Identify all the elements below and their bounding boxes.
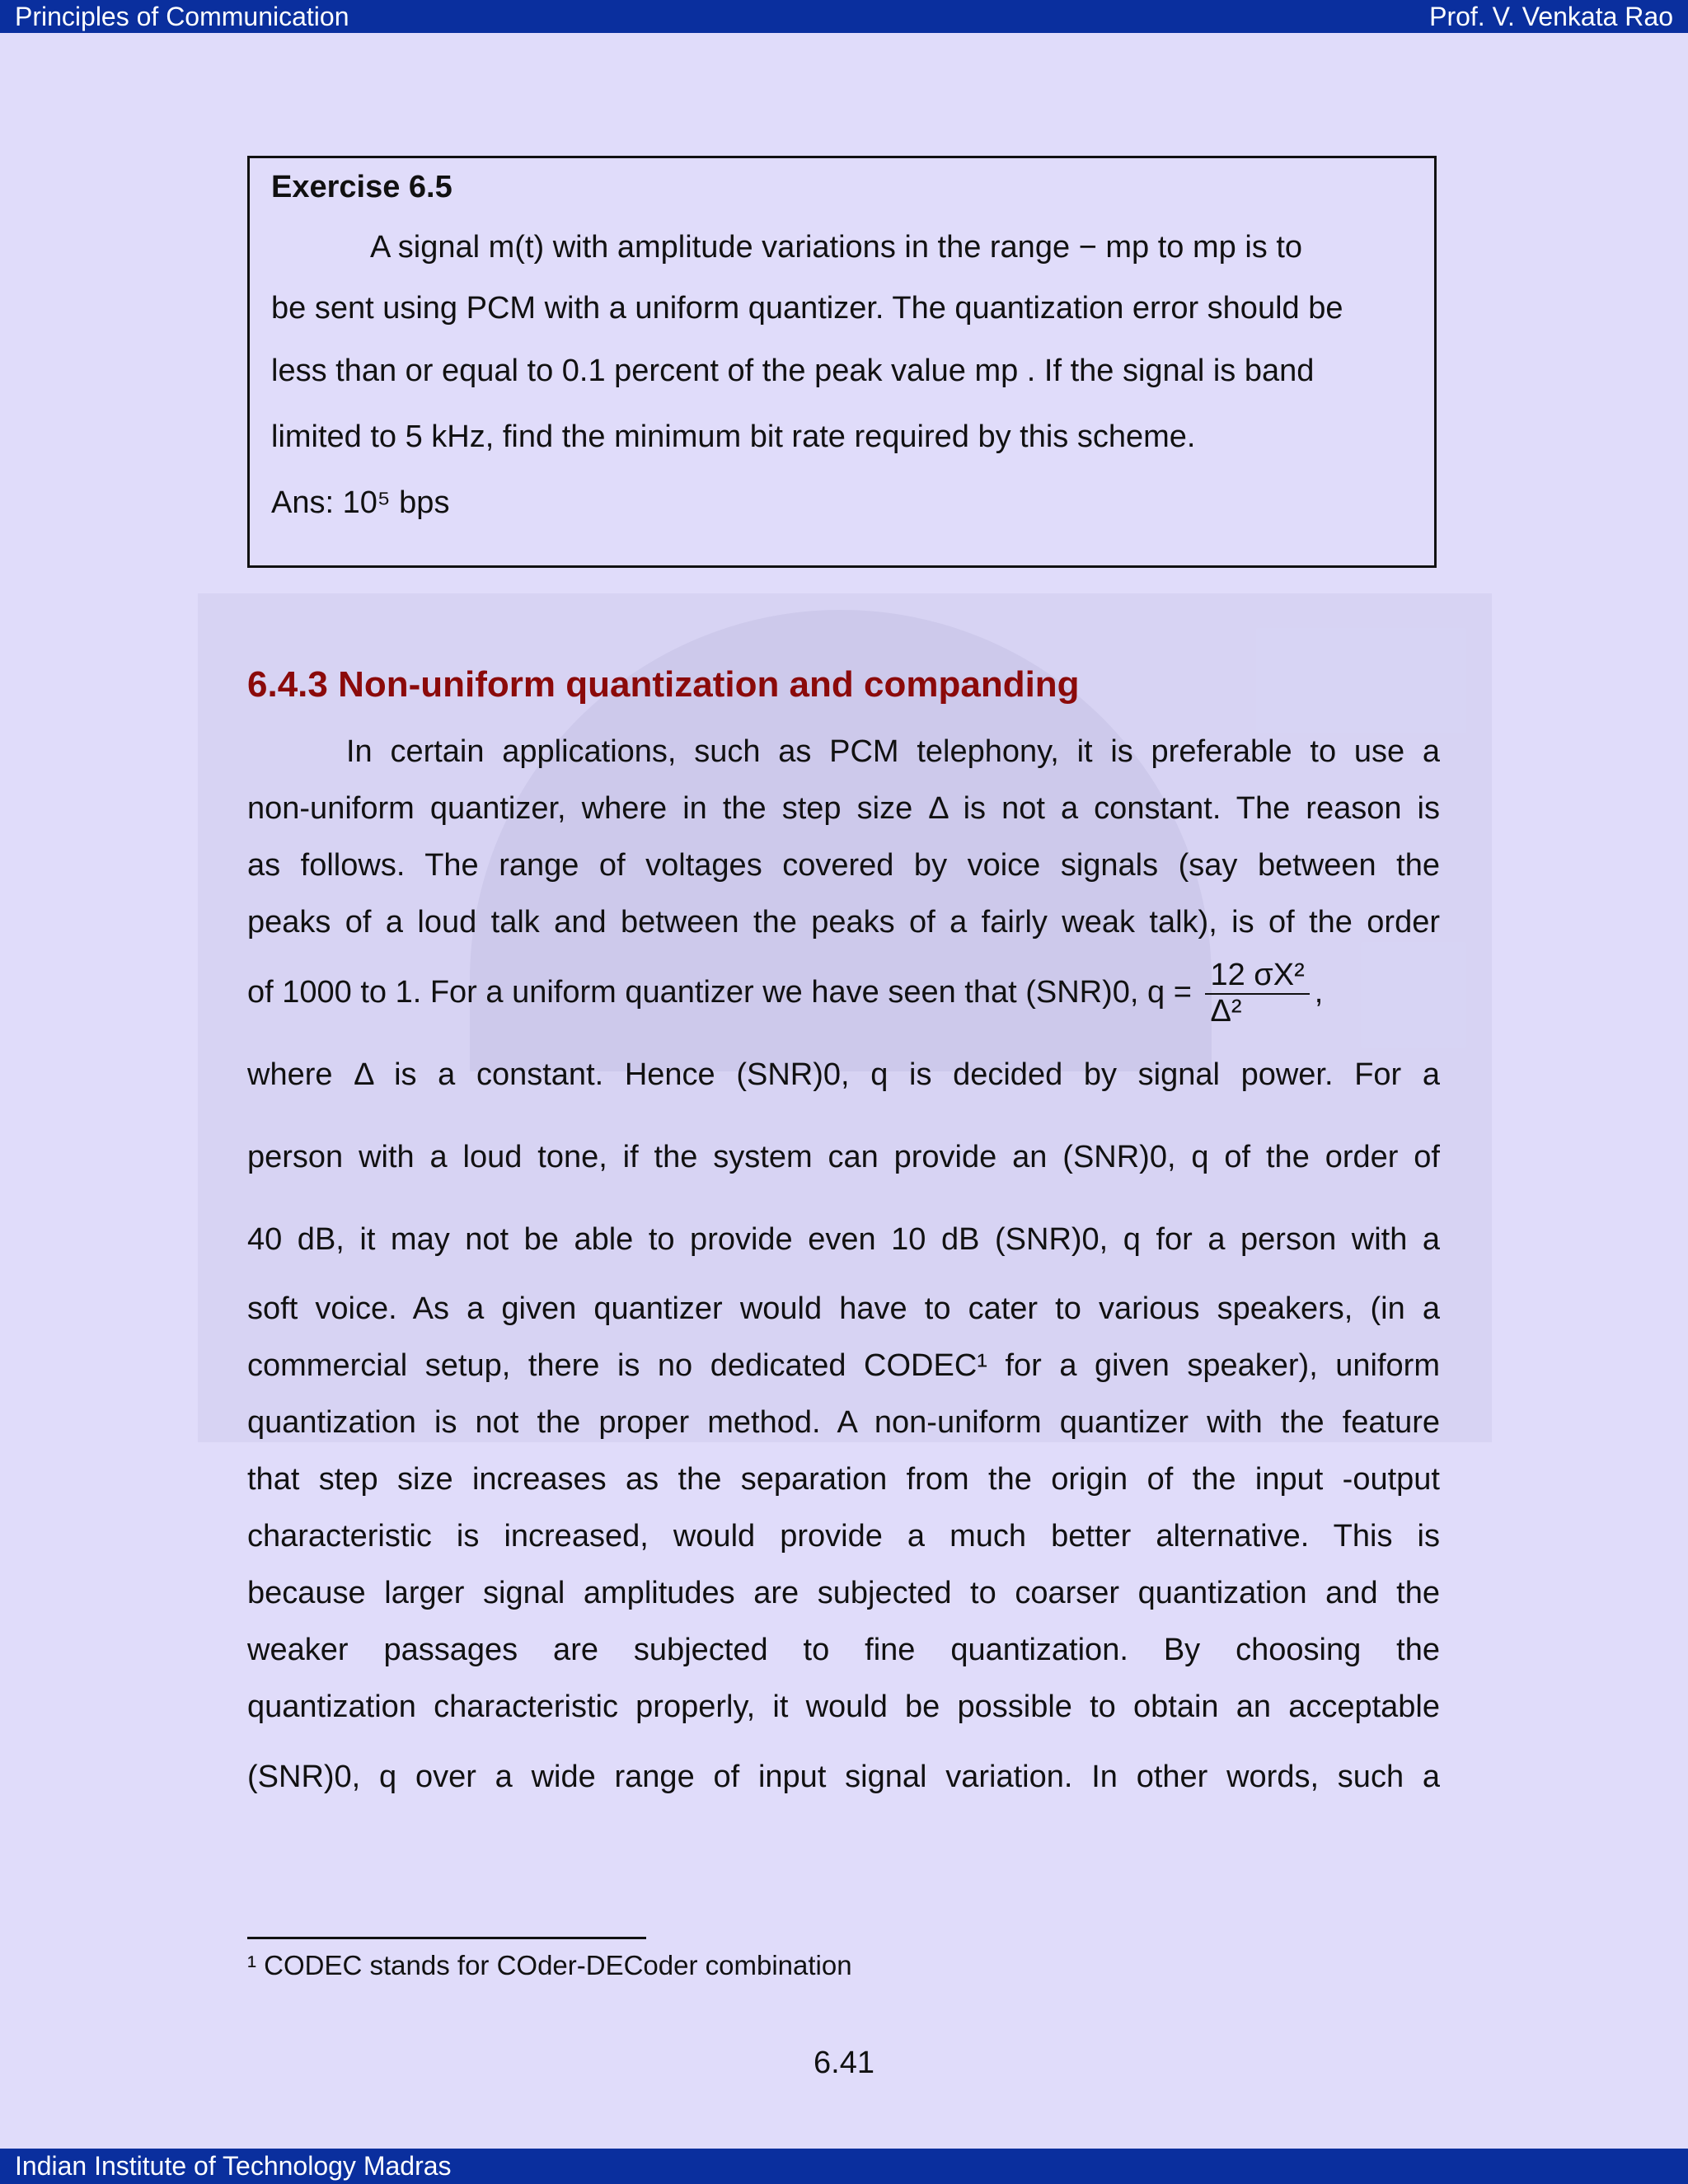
fraction-denominator: Δ² [1210, 993, 1242, 1029]
footnote: ¹ CODEC stands for COder-DECoder combination [247, 1950, 852, 1980]
page-number: 6.41 [814, 2046, 874, 2080]
paragraph-line: peaks of a loud talk and between the peaks of a fairly weak talk), is of the order [247, 905, 1440, 940]
footnote-divider [247, 1937, 646, 1939]
snr-formula-fraction [1205, 958, 1309, 1029]
paragraph-line: where Δ is a constant. Hence (SNR)0, q is decided by signal power. For a [247, 1057, 1440, 1092]
exercise-box [247, 156, 1437, 568]
paragraph-line: 40 dB, it may not be able to provide even 10 dB (SNR)0, q for a person with a [247, 1222, 1440, 1257]
paragraph-line: that step size increases as the separation from the origin of the input -output [247, 1462, 1440, 1497]
footer-institution: Indian Institute of Technology Madras [15, 2151, 452, 2181]
section-body [247, 724, 1440, 1818]
exercise-answer: Ans: 10⁵ bps [271, 485, 450, 520]
fraction-numerator: 12 σX² [1205, 958, 1309, 995]
exercise-line: A signal m(t) with amplitude variations in the range − mp to mp is to [370, 230, 1303, 265]
paragraph-line: person with a loud tone, if the system can provide an (SNR)0, q of the order of [247, 1140, 1440, 1174]
paragraph-line: quantization characteristic properly, it would be possible to obtain an acceptable [247, 1690, 1440, 1724]
paragraph-line: soft voice. As a given quantizer would have to cater to various speakers, (in a [247, 1291, 1440, 1326]
paragraph-line-with-formula: of 1000 to 1. For a uniform quantizer we have seen that (SNR)0, q = $\frac{\text{12 σX²}}{\text{Δ²}}$ , [247, 958, 1324, 1029]
paragraph-line: as follows. The range of voltages covered by voice signals (say between the [247, 848, 1440, 883]
header-course-title: Principles of Communication [15, 2, 349, 31]
paragraph-line: because larger signal amplitudes are subjected to coarser quantization and the [247, 1576, 1440, 1610]
paragraph-line: quantization is not the proper method. A non-uniform quantizer with the feature [247, 1405, 1440, 1440]
exercise-line: less than or equal to 0.1 percent of the peak value mp . If the signal is band [271, 354, 1315, 388]
paragraph-line: non-uniform quantizer, where in the step size Δ is not a constant. The reason is [247, 791, 1440, 826]
paragraph-line: characteristic is increased, would provide a much better alternative. This is [247, 1519, 1440, 1554]
header-author: Prof. V. Venkata Rao [1429, 2, 1673, 31]
paragraph-line: In certain applications, such as PCM telephony, it is preferable to use a [346, 734, 1440, 769]
paragraph-line: of 1000 to 1. For a uniform quantizer we have seen that (SNR)0, q = [247, 975, 1192, 1010]
paragraph-line: weaker passages are subjected to fine quantization. By choosing the [247, 1633, 1440, 1667]
exercise-line: be sent using PCM with a uniform quantizer. The quantization error should be [271, 291, 1343, 326]
exercise-title: Exercise 6.5 [271, 170, 452, 204]
paragraph-line: (SNR)0, q over a wide range of input signal variation. In other words, such a [247, 1760, 1440, 1794]
footer-bar [0, 2149, 1688, 2184]
exercise-line: limited to 5 kHz, find the minimum bit rate required by this scheme. [271, 419, 1196, 454]
header-bar [0, 0, 1688, 33]
section-heading: 6.4.3 Non-uniform quantization and companding [247, 664, 1080, 705]
paragraph-line: commercial setup, there is no dedicated CODEC¹ for a given speaker), uniform [247, 1348, 1440, 1383]
